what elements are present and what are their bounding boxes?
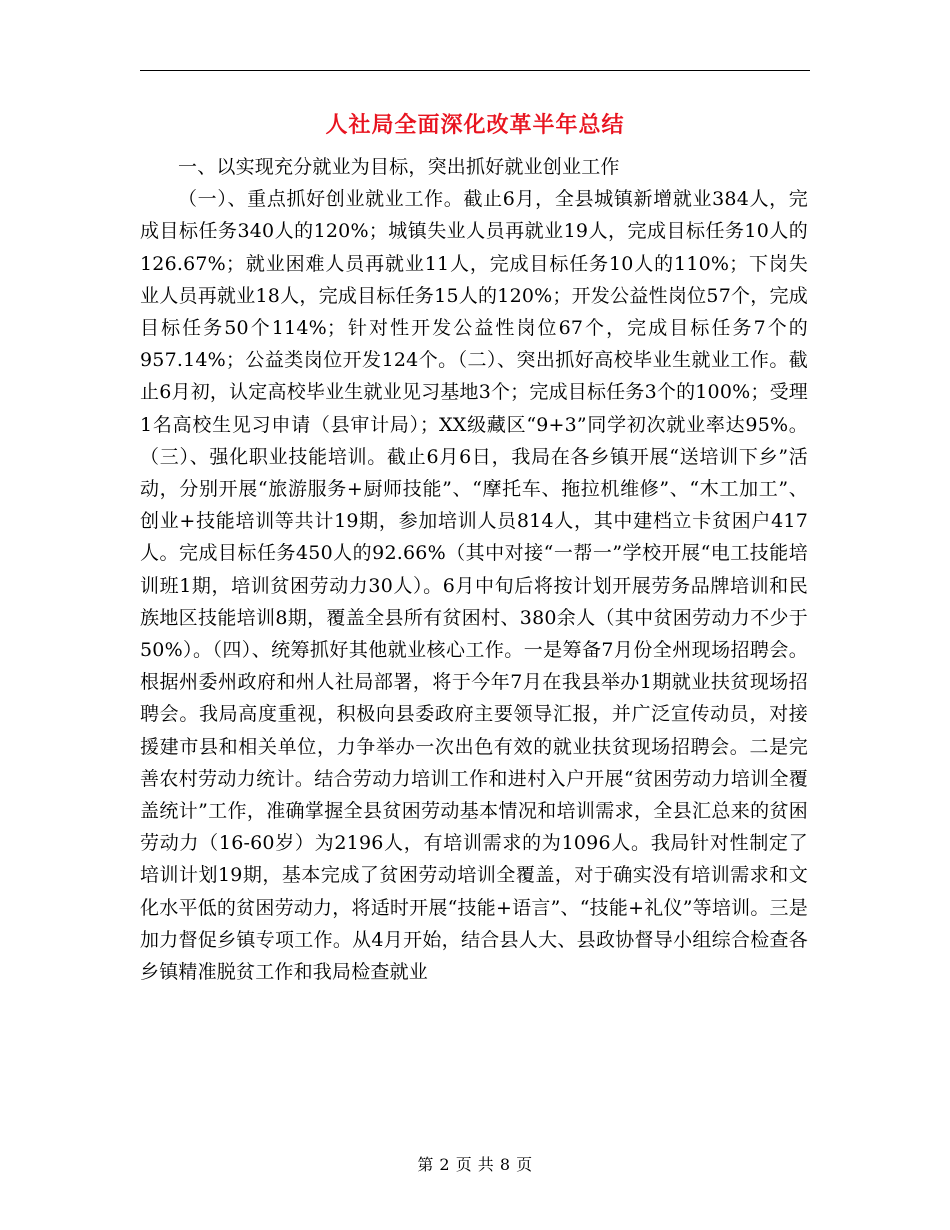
header-rule [140,70,810,71]
section-heading: 一、以实现充分就业为目标，突出抓好就业创业工作 [178,156,620,178]
document-title: 人社局全面深化改革半年总结 [325,112,625,138]
page-number-footer: 第 2 页 共 8 页 [417,1155,533,1174]
body-paragraph: （一）、重点抓好创业就业工作。截止6月，全县城镇新增就业384人，完成目标任务340人的120%；城镇失业人员再就业19人，完成目标任务10人的126.67%；就业困难人员再就业11人，完成目标任务10人的110%；下岗失业人员再就业18人，完成目标任务15人的120%；开发公益性岗位57个，完成目标任务50个114%；针对性开发公益性岗位67个，完成目标任务7个的957.14%；公益类岗位开发124个。（二）、突出抓好高校毕业生就业工作。截止6月初，认定高校毕业生就业见习基地3个；完成目标任务3个的100%；受理1名高校生见习申请（县审计局）；XX级藏区“9+3”同学初次就业率达95%。（三）、强化职业技能培训。截止6月6日，我局在各乡镇开展“送培训下乡”活动，分别开展“旅游服务+厨师技能”、“摩托车、拖拉机维修”、“木工加工”、创业+技能培训等共计19期，参加培训人员814人，其中建档立卡贫困户417人。完成目标任务450人的92.66%（其中对接“一帮一”学校开展“电工技能培训班1期，培训贫困劳动力30人）。6月中旬后将按计划开展劳务品牌培训和民族地区技能培训8期，覆盖全县所有贫困村、380余人（其中贫困劳动力不少于50%）。（四）、统筹抓好其他就业核心工作。一是筹备7月份全州现场招聘会。根据州委州政府和州人社局部署，将于今年7月在我县举办1期就业扶贫现场招聘会。我局高度重视，积极向县委政府主要领导汇报，并广泛宣传动员，对接援建市县和相关单位，力争举办一次出色有效的就业扶贫现场招聘会。二是完善农村劳动力统计。结合劳动力培训工作和进村入户开展“贫困劳动力培训全覆盖统计”工作，准确掌握全县贫困劳动基本情况和培训需求，全县汇总来的贫困劳动力（16-60岁）为2196人，有培训需求的为1096人。我局针对性制定了培训计划19期，基本完成了贫困劳动培训全覆盖，对于确实没有培训需求和文化水平低的贫困劳动力，将适时开展“技能+语言”、“技能+礼仪”等培训。三是加力督促乡镇专项工作。从4月开始，结合县人大、县政协督导小组综合检查各乡镇精准脱贫工作和我局检查就业 [140,188,808,984]
document-body [140,151,808,988]
